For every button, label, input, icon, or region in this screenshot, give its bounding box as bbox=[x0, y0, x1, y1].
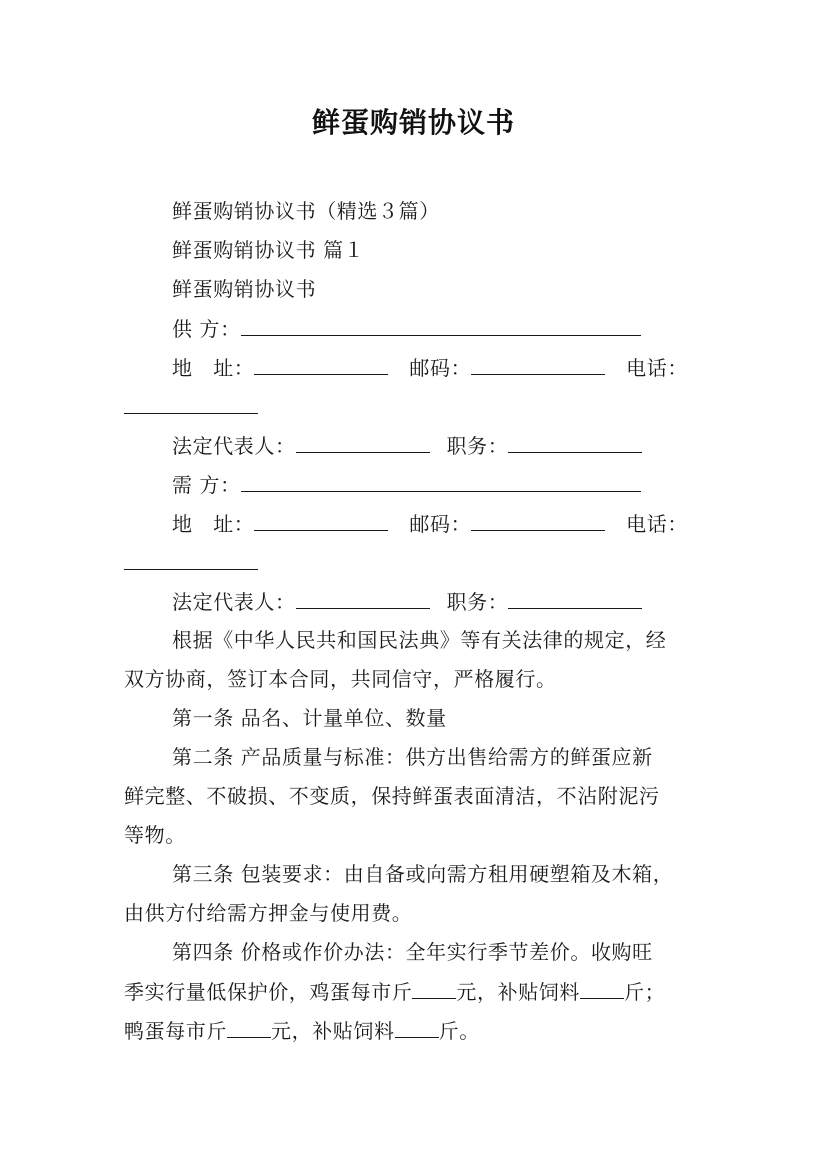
supplier-rep-line bbox=[172, 433, 642, 458]
article-1: 第一条 品名、计量单位、数量 bbox=[172, 706, 447, 730]
supplier-label: 供 方： bbox=[172, 317, 241, 341]
buyer-line bbox=[172, 472, 641, 497]
supplier-line bbox=[172, 316, 641, 341]
chicken-egg-price-blank bbox=[412, 979, 456, 999]
buyer-label: 需 方： bbox=[172, 473, 241, 497]
supplier-postcode-label: 邮码： bbox=[409, 356, 472, 380]
buyer-address-label: 地 址： bbox=[172, 512, 255, 536]
article-4-line-3-b: 元，补贴饲料 bbox=[271, 1019, 395, 1043]
buyer-postcode-blank bbox=[471, 511, 605, 531]
buyer-postcode-label: 邮码： bbox=[409, 512, 472, 536]
article-4-line-2-a: 季实行量低保护价，鸡蛋每市斤 bbox=[124, 980, 413, 1004]
article-4-line-2 bbox=[124, 979, 665, 1004]
buyer-position-blank bbox=[508, 589, 642, 609]
supplier-address-label: 地 址： bbox=[172, 356, 255, 380]
contract-heading: 鲜蛋购销协议书 bbox=[172, 277, 317, 301]
part-heading: 鲜蛋购销协议书 篇１ bbox=[172, 238, 365, 262]
supplier-postcode-blank bbox=[471, 355, 605, 375]
article-2-line-1: 第二条 产品质量与标准：供方出售给需方的鲜蛋应新 bbox=[172, 745, 653, 769]
supplier-position-blank bbox=[508, 433, 642, 453]
article-4-line-2-c: 斤； bbox=[624, 980, 666, 1004]
supplier-address-blank bbox=[254, 355, 388, 375]
supplier-phone-label: 电话： bbox=[626, 356, 688, 380]
subtitle-line: 鲜蛋购销协议书（精选３篇） bbox=[172, 199, 440, 223]
duck-feed-blank bbox=[395, 1018, 439, 1038]
buyer-phone-label: 电话： bbox=[626, 512, 688, 536]
article-2-line-3: 等物。 bbox=[124, 823, 186, 847]
article-3-line-1: 第三条 包装要求：由自备或向需方租用硬塑箱及木箱， bbox=[172, 862, 674, 886]
supplier-position-label: 职务： bbox=[446, 434, 509, 458]
supplier-blank bbox=[241, 316, 641, 336]
buyer-contact-line bbox=[172, 511, 688, 536]
supplier-phone-blank bbox=[124, 394, 258, 414]
article-4-line-3-c: 斤。 bbox=[438, 1019, 480, 1043]
buyer-phone-blank bbox=[124, 550, 258, 570]
buyer-rep-label: 法定代表人： bbox=[172, 590, 296, 614]
intro-line-1: 根据《中华人民共和国民法典》等有关法律的规定，经 bbox=[172, 628, 667, 652]
supplier-contact-line bbox=[172, 355, 688, 380]
supplier-rep-blank bbox=[296, 433, 430, 453]
chicken-feed-blank bbox=[580, 979, 624, 999]
intro-line-2: 双方协商，签订本合同，共同信守，严格履行。 bbox=[124, 667, 557, 691]
buyer-phone-line bbox=[124, 550, 258, 575]
buyer-position-label: 职务： bbox=[446, 590, 509, 614]
duck-egg-price-blank bbox=[227, 1018, 271, 1038]
article-4-line-1: 第四条 价格或作价办法：全年实行季节差价。收购旺 bbox=[172, 940, 653, 964]
supplier-rep-label: 法定代表人： bbox=[172, 434, 296, 458]
buyer-rep-blank bbox=[296, 589, 430, 609]
supplier-phone-line bbox=[124, 394, 258, 419]
article-3-line-2: 由供方付给需方押金与使用费。 bbox=[124, 901, 413, 925]
article-4-line-3 bbox=[124, 1018, 480, 1043]
article-4-line-2-b: 元，补贴饲料 bbox=[456, 980, 581, 1004]
article-4-line-3-a: 鸭蛋每市斤 bbox=[124, 1019, 227, 1043]
page-title: 鲜蛋购销协议书 bbox=[311, 106, 515, 139]
buyer-blank bbox=[241, 472, 641, 492]
buyer-address-blank bbox=[254, 511, 388, 531]
article-2-line-2: 鲜完整、不破损、不变质，保持鲜蛋表面清洁，不沾附泥污 bbox=[124, 784, 660, 808]
buyer-rep-line bbox=[172, 589, 642, 614]
